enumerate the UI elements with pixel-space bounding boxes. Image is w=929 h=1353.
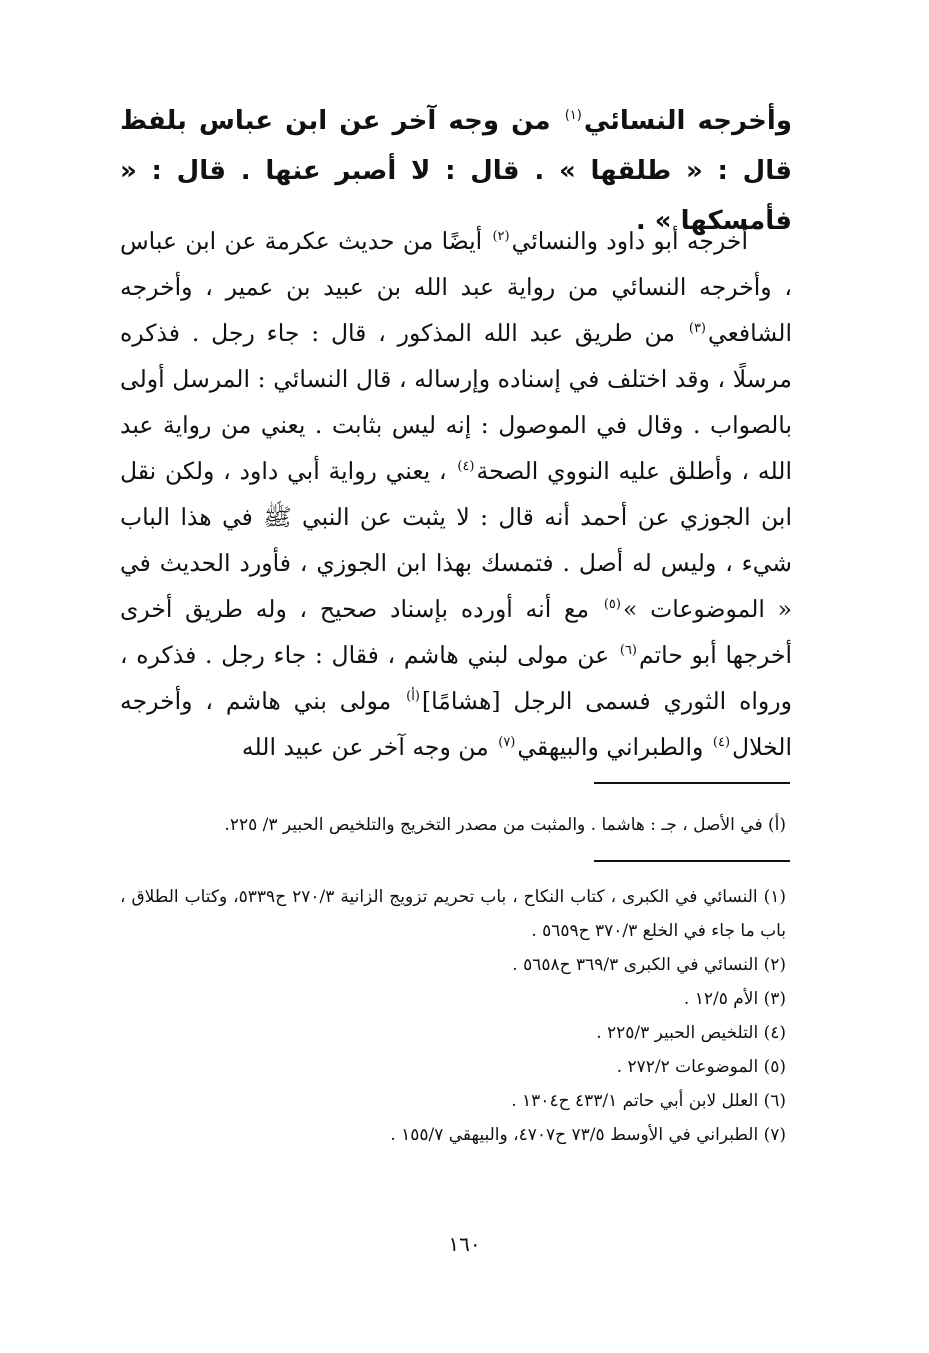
page-number: ١٦٠ xyxy=(448,1232,481,1256)
footnote-item: (٢) النسائي في الكبرى ٣٦٩/٣ ح٥٦٥٨ . xyxy=(512,955,786,975)
commentary-text: والطبراني والبيهقي xyxy=(517,733,704,761)
footnote-item: (٦) العلل لابن أبي حاتم ٤٣٣/١ ح١٣٠٤ . xyxy=(511,1091,786,1111)
commentary-text: أيضًا من حديث عكرمة عن ابن عباس ، وأخرجه النسائي من رواية عبد الله بن عبيد بن عمير ، وأخرجه الشافعي xyxy=(120,227,792,347)
footnote-separator xyxy=(594,782,790,784)
commentary-text: مع أنه أورده بإسناد صحيح ، وله طريق أخرى أخرجها أبو حاتم xyxy=(120,595,792,669)
footnote-item: (٥) الموضوعات ٢٧٢/٢ . xyxy=(616,1057,786,1077)
footnote-marker: (٧) xyxy=(498,735,516,751)
commentary-text: مولى بني هاشم ، وأخرجه الخلال xyxy=(120,687,792,761)
footnote-marker: (٤) xyxy=(457,459,475,475)
footnote-item: (٧) الطبراني في الأوسط ٧٣/٥ ح٤٧٠٧، والبيهقي ١٥٥/٧ . xyxy=(390,1125,786,1145)
footnote-item: (٤) التلخيص الحبير ٢٢٥/٣ . xyxy=(596,1023,786,1043)
footnote-item: (١) النسائي في الكبرى ، كتاب النكاح ، باب تحريم تزويج الزانية ٢٧٠/٣ ح٥٣٣٩، وكتاب الطلاق ، باب ما جاء في الخلع ٣٧٠/٣ ح٥٦٥٩ . xyxy=(120,887,786,941)
footnote-separator xyxy=(594,860,790,862)
commentary-text: من طريق عبد الله المذكور ، قال : جاء رجل . فذكره مرسلًا ، وقد اختلف في إسناده وإرساله ، قال النسائي : المرسل أولى بالصواب . وقال في الموصول : إنه ليس بثابت . يعني من رواية عبد الله ، وأطلق عليه النووي الصحة xyxy=(120,319,792,485)
footnote-marker: (٦) xyxy=(619,643,637,659)
commentary-text: ، يعني رواية أبي داود ، ولكن نقل ابن الجوزي عن أحمد أنه قال : لا يثبت عن النبي ﷺ في هذا الباب شيء ، وليس له أصل . فتمسك بهذا ابن الجوزي ، فأورد الحديث في « الموضوعات » xyxy=(120,457,792,623)
variant-note-marker: (أ) xyxy=(406,689,420,705)
commentary-text: أخرجه أبو داود والنسائي xyxy=(511,227,748,255)
commentary-text: من وجه آخر عن عبيد الله xyxy=(241,733,489,761)
commentary-text: عن مولى لبني هاشم ، فقال : جاء رجل . فذكره ، ورواه الثوري فسمى الرجل [هشامًا] xyxy=(120,641,792,715)
footnote-list xyxy=(120,880,786,1152)
footnote-marker: (١) xyxy=(564,108,582,124)
variant-note: (أ) في الأصل ، جـ : هاشما . والمثبت من مصدر التخريج والتلخيص الحبير ٣/ ٢٢٥. xyxy=(224,815,786,835)
footnote-item: (٣) الأم ١٢/٥ . xyxy=(683,989,786,1009)
footnote-marker: (٤) xyxy=(712,735,731,751)
hadith-text-rest: من وجه آخر عن ابن عباس بلفظ قال : « طلقها » . قال : لا أصبر عنها . قال : « فأمسكها » . xyxy=(120,106,792,236)
hadith-text-start: وأخرجه النسائي xyxy=(583,106,792,136)
footnote-marker: (٣) xyxy=(688,321,706,337)
footnote-marker: (٢) xyxy=(492,229,510,245)
footnote-marker: (٥) xyxy=(603,597,621,613)
commentary-paragraph xyxy=(120,218,792,770)
